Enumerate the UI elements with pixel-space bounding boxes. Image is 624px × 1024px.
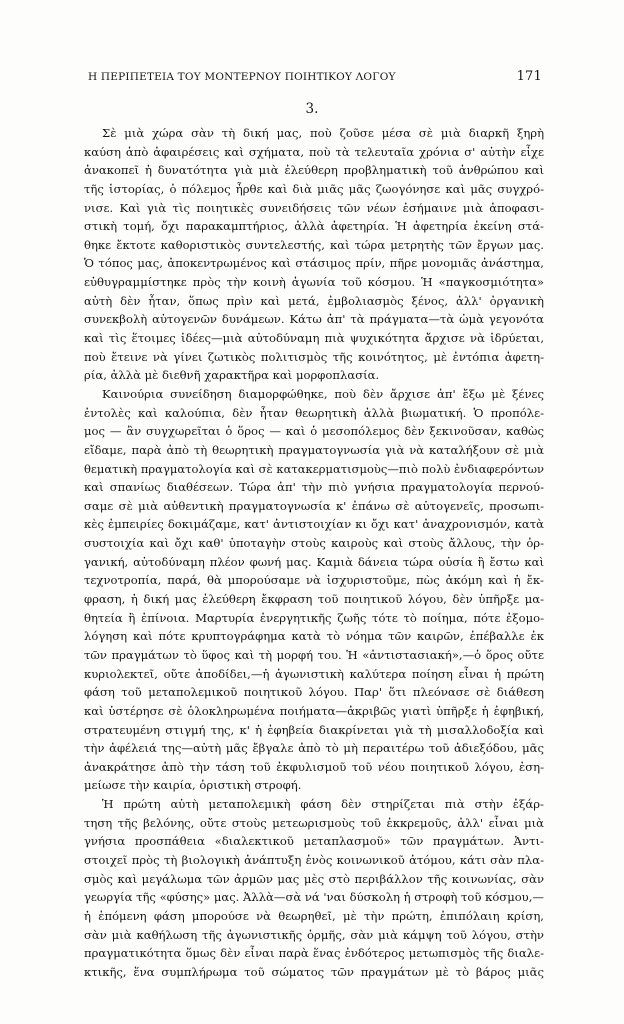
text-line: φάση τοῦ μεταπολεμικοῦ ποιητικοῦ λόγου. Παρ' ὅτι πλεόνασε σὲ διάθεση (84, 685, 544, 700)
section-number: 3. (305, 101, 319, 117)
text-line: Σὲ μιὰ χώρα σὰν τὴ δική μας, ποὺ ζοῦσε μέσα σὲ μιὰ διαρκῆ ξηρὴ (102, 126, 544, 140)
text-line: ἀνακράτησε ἀπὸ τὴν τάση τοῦ ἐκφυλισμοῦ τοῦ νέου ποιητικοῦ λόγου, ἐση- (84, 759, 544, 774)
text-line: συστοιχία καὶ ὄχι καθ' ὑποταγὴν στοὺς καιροὺς καὶ στοὺς ἄλλους, τὴν ὀρ- (84, 536, 544, 551)
text-line: καὶ τὶς ἕτοιμες ἰδέες—μιὰ αὐτοδύναμη πιὰ ψυχικότητα ἄρχισε νὰ ἰδρύεται, (84, 331, 544, 346)
text-line: αὐτὴ δὲν ἦταν, ὅπως πρὶν καὶ μετά, ἐμβολιασμὸς ξένος, ἀλλ' ὀργανικὴ (84, 293, 544, 308)
text-line: κτικῆς, ἕνα συμπλήρωμα τοῦ σώματος τῶν πραγμάτων μὲ τὸ βάρος μιᾶς (84, 964, 544, 979)
text-line: ἐντολὲς καὶ καλούπια, δὲν ἦταν θεωρητικὴ ἀλλὰ βιωματική. Ὁ προπόλε- (84, 405, 544, 420)
text-line: κὲς ἐμπειρίες δοκιμάζαμε, κατ' ἀντιστοιχίαν κι ὄχι κατ' ἀναχρονισμόν, κατὰ (84, 517, 544, 532)
text-line: Καινούρια συνείδηση διαμορφώθηκε, ποὺ δὲν ἄρχισε ἀπ' ἔξω μὲ ξένες (102, 386, 544, 401)
text-line: σμὸς καὶ μεγάλωμα τῶν ἀρμῶν μας μὲς στὸ περιβάλλον τῆς κοινωνίας, σὰν (84, 871, 544, 886)
page-number: 171 (516, 69, 542, 84)
text-line: καὶ σπανίως διαθέσεων. Τώρα ἀπ' τὴν πιὸ γνήσια πραγματολογία περνού- (84, 480, 544, 495)
text-line: τὴν ἀφέλειά της—αὐτὴ μᾶς ἔβγαλε ἀπὸ τὸ μὴ περαιτέρω τοῦ ἀδιεξόδου, μᾶς (84, 741, 544, 756)
text-line: Ἡ πρώτη αὐτὴ μεταπολεμικὴ φάση δὲν στηρίζεται πιὰ στὴν ἐξάρ- (102, 797, 544, 812)
text-line: μείωσε τὴν καιρία, ὁριστικὴ στροφή. (84, 778, 302, 793)
text-line: νισε. Καὶ γιὰ τὶς ποιητικὲς συνειδήσεις τῶν νέων ἐσήμαινε μιὰ ἀποφασι- (84, 200, 544, 215)
text-line: τῆς ἱστορίας, ὁ πόλεμος ἦρθε καὶ διὰ μιᾶς μᾶς ζωογόνησε καὶ μᾶς συγχρό- (84, 181, 544, 196)
running-header (60, 71, 542, 89)
text-line: στοιχεῖ πρὸς τὴ βιολογικὴ ἀνάπτυξη ἑνὸς κοινωνικοῦ ἀτόμου, κάτι σὰν πλα- (84, 852, 544, 867)
text-line: ἀνακοπεῖ ἡ δυνατότητα γιὰ μιὰ ἐλεύθερη προβληματικὴ τοῦ ἀνθρώπου καὶ (84, 163, 544, 178)
body-text (84, 124, 544, 981)
text-line: τεχνοτροπία, παρά, θὰ μπορούσαμε νὰ ἰσχυριστοῦμε, πὼς ἀκόμη καὶ ἡ ἔκ- (84, 573, 544, 588)
text-line: καὶ ὑστέρησε σὲ ὁλοκληρωμένα ποιήματα—ἀκριβῶς γιατὶ ὑπῆρξε ἡ ἐφηβική, (84, 703, 544, 718)
text-line: θεματικὴ πραγματολογία καὶ σὲ κατακερματισμοὺς—πιὸ πολὺ ἐνδιαφερόντων (84, 461, 544, 476)
text-line: γνήσια προσπάθεια «διαλεκτικοῦ μεταπλασμοῦ» τῶν πραγμάτων. Ἀντι- (84, 834, 544, 849)
text-line: θηκε ἔκτοτε καθοριστικὸς συντελεστής, καὶ τώρα μετρητὴς τῶν ἔργων μας. (84, 237, 544, 252)
text-line: τῶν πραγμάτων τὸ ὕφος καὶ τὴ μορφή του. Ἡ «ἀντιστασιακή»,—ὁ ὅρος οὔτε (84, 647, 544, 662)
text-line: στικὴ τομή, ὄχι παρακαμπτήριος, ἀλλὰ ἀφετηρία. Ἡ ἀφετηρία ἐκείνη στά- (84, 219, 544, 234)
text-line: λόγηση καὶ πότε κρυπτογράφημα κατὰ τὸ νόημα τῶν καιρῶν, ἐπέβαλλε ἐκ (84, 629, 544, 644)
text-line: καύση ἀπὸ ἀφαιρέσεις καὶ σχήματα, ποὺ τὰ τελευταῖα χρόνια σ' αὐτὴν εἶχε (84, 144, 544, 159)
text-line: ρία, ἀλλὰ μὲ διεθνῆ χαρακτῆρα καὶ μορφοπλασία. (84, 368, 380, 383)
text-line: εἴδαμε, παρὰ ἀπὸ τὴ θεωρητικὴ πραγματογνωσία γιὰ νὰ καταλήξουν σὲ μιὰ (84, 442, 544, 457)
text-line: φραση, ἡ δική μας ἐλεύθερη ἔκφραση τοῦ ποιητικοῦ λόγου, δὲν ὑπῆρξε μα- (84, 592, 544, 607)
text-line: τηση τῆς βελόνης, οὔτε στοὺς μετεωρισμοὺς τοῦ ἐκκρεμοῦς, ἀλλ' εἶναι μιὰ (84, 815, 544, 830)
text-line: Ὁ τόπος μας, ἀποκεντρωμένος καὶ στάσιμος πρίν, πῆρε μονομιᾶς ἀνάστημα, (84, 256, 544, 271)
running-title: Η ΠΕΡΙΠΕΤΕΙΑ ΤΟΥ ΜΟΝΤΕΡΝΟΥ ΠΟΙΗΤΙΚΟΥ ΛΟΓΟΥ (88, 71, 396, 83)
text-line: σὰν μιὰ καθήλωση τῆς ἀγωνιστικῆς ὁρμῆς, σὰν μιὰ κάμψη τοῦ λόγου, στὴν (84, 927, 544, 942)
text-line: ἡ ἑπόμενη φάση μπορούσε νὰ θεωρηθεῖ, μὲ τὴν πρώτη, ἐπιπόλαιη κρίση, (84, 908, 544, 923)
text-line: μος — ἂν συγχωρεῖται ὁ ὅρος — καὶ ὁ μεσοπόλεμος δὲν ξεκινοῦσαν, καθὼς (84, 424, 544, 439)
text-line: πραγματικότητα ὅμως δὲν εἶναι παρὰ ἕνας ἐνδότερος μετωπισμὸς τῆς διαλε- (84, 946, 544, 961)
text-line: ποὺ ἔτεινε νὰ γίνει ζωτικὸς πολιτισμὸς τῆς κοινότητος, μὲ ἐντόπια ἀφετη- (84, 349, 544, 364)
text-line: στρατευμένη στιγμή της, κ' ἡ ἐφηβεία διακρίνεται γιὰ τὴ μισαλλοδοξία καὶ (84, 722, 544, 737)
text-line: γανική, αὐτοδύναμη πλέον φωνή μας. Καμιὰ δάνεια τώρα οὐσία ἢ ἔστω καὶ (84, 554, 544, 569)
text-line: σαμε σὲ μιὰ αὐθεντικὴ πραγματογνωσία κ' ἐπάνω σὲ αὐτογενεῖς, προσωπι- (84, 498, 544, 513)
text-line: κυριολεκτεῖ, οὔτε ἀποδίδει,—ἡ ἀγωνιστικὴ καλύτερα ποίηση εἶναι ἡ πρώτη (84, 666, 544, 681)
text-line: συνεκβολὴ αὐτογενῶν δυνάμεων. Κάτω ἀπ' τὰ πράγματα—τὰ ὠμὰ γεγονότα (84, 312, 544, 327)
text-line: εὐθυγραμμίστηκε πρὸς τὴν κοινὴ ἀγωνία τοῦ κόσμου. Ἡ «παγκοσμιότητα» (84, 275, 544, 290)
text-line: θητεία ἢ ἐπίνοια. Μαρτυρία ἐνεργητικῆς ζωῆς τότε τὸ ποίημα, πότε ἐξομο- (84, 610, 544, 625)
text-line: γεωργία τῆς «φύσης» μας. Ἀλλὰ—σὰ νά 'ναι δύσκολη ἡ στροφὴ τοῦ κόσμου,— (84, 890, 544, 905)
